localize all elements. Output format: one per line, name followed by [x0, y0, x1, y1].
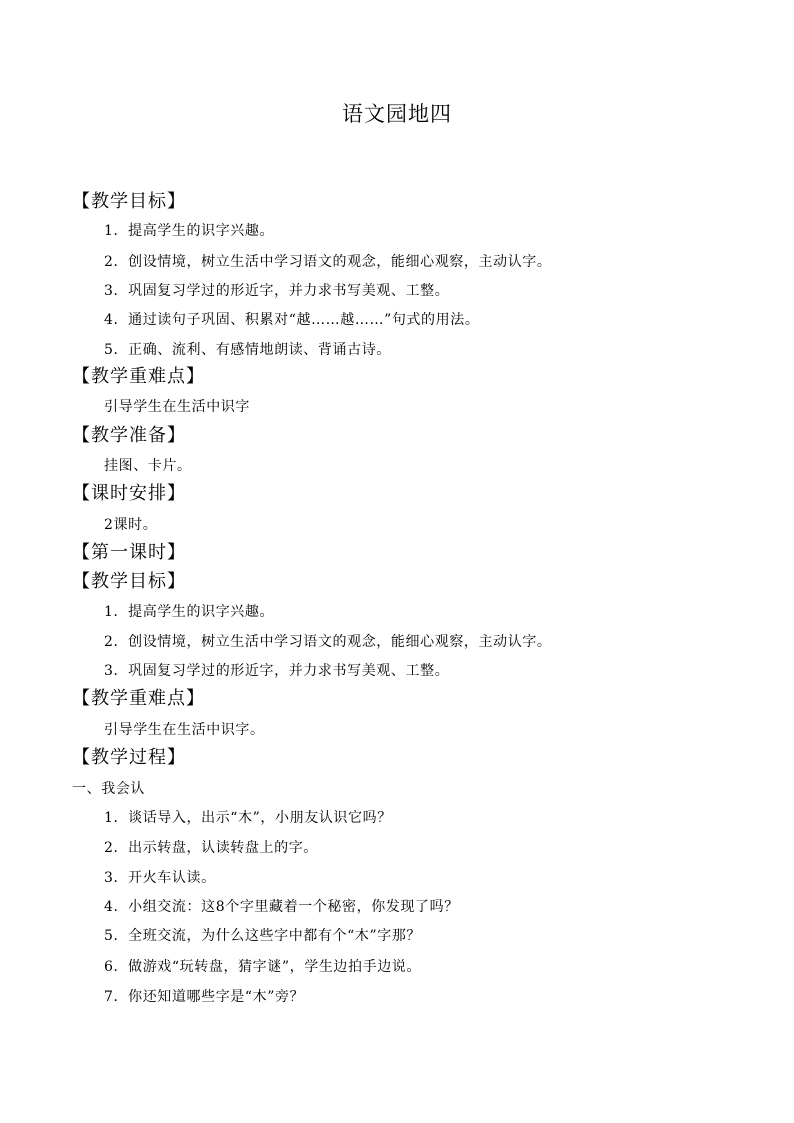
goal-item-2: 2．创设情境，树立生活中学习语文的观念，能细心观察，主动认字。 [104, 254, 552, 270]
process-item-7: 7．你还知道哪些字是“木”旁？ [104, 989, 305, 1005]
heading-teaching-preparation: 【教学准备】 [72, 425, 186, 446]
process-item-2: 2．出示转盘，认读转盘上的字。 [104, 840, 318, 856]
heading-teaching-process: 【教学过程】 [72, 747, 186, 768]
heading-teaching-goals-2: 【教学目标】 [72, 571, 186, 592]
key-difficulties-text: 引导学生在生活中识字 [104, 399, 250, 415]
process-item-1: 1．谈话导入，出示“木”，小朋友认识它吗？ [104, 810, 392, 826]
goal-item-1: 1．提高学生的识字兴趣。 [104, 223, 275, 239]
section-i-can-read: 一、我会认 [72, 781, 145, 797]
heading-key-difficulties-2: 【教学重难点】 [72, 688, 205, 709]
key-difficulties-text-2: 引导学生在生活中识字。 [104, 722, 265, 738]
process-item-6: 6．做游戏“玩转盘，猜字谜”，学生边拍手边说。 [104, 959, 422, 975]
preparation-text: 挂图、卡片。 [104, 458, 192, 474]
heading-teaching-goals: 【教学目标】 [72, 191, 186, 212]
process-item-3: 3．开火车认读。 [104, 870, 216, 886]
goal-item-4: 4．通过读句子巩固、积累对“越……越……”句式的用法。 [104, 312, 480, 328]
heading-key-difficulties: 【教学重难点】 [72, 366, 205, 387]
goal-item-3: 3．巩固复习学过的形近字，并力求书写美观、工整。 [104, 283, 450, 299]
heading-first-lesson: 【第一课时】 [72, 542, 186, 563]
process-item-4: 4．小组交流：这8个字里藏着一个秘密，你发现了吗？ [104, 899, 459, 915]
schedule-text: 2课时。 [104, 517, 158, 533]
goal-item-1b: 1．提高学生的识字兴趣。 [104, 604, 275, 620]
goal-item-2b: 2．创设情境，树立生活中学习语文的观念，能细心观察，主动认字。 [104, 634, 552, 650]
process-item-5: 5．全班交流，为什么这些字中都有个“木”字那？ [104, 928, 422, 944]
goal-item-3b: 3．巩固复习学过的形近字，并力求书写美观、工整。 [104, 663, 450, 679]
heading-schedule: 【课时安排】 [72, 483, 186, 504]
goal-item-5: 5．正确、流利、有感情地朗读、背诵古诗。 [104, 342, 391, 358]
document-title: 语文园地四 [342, 102, 452, 126]
